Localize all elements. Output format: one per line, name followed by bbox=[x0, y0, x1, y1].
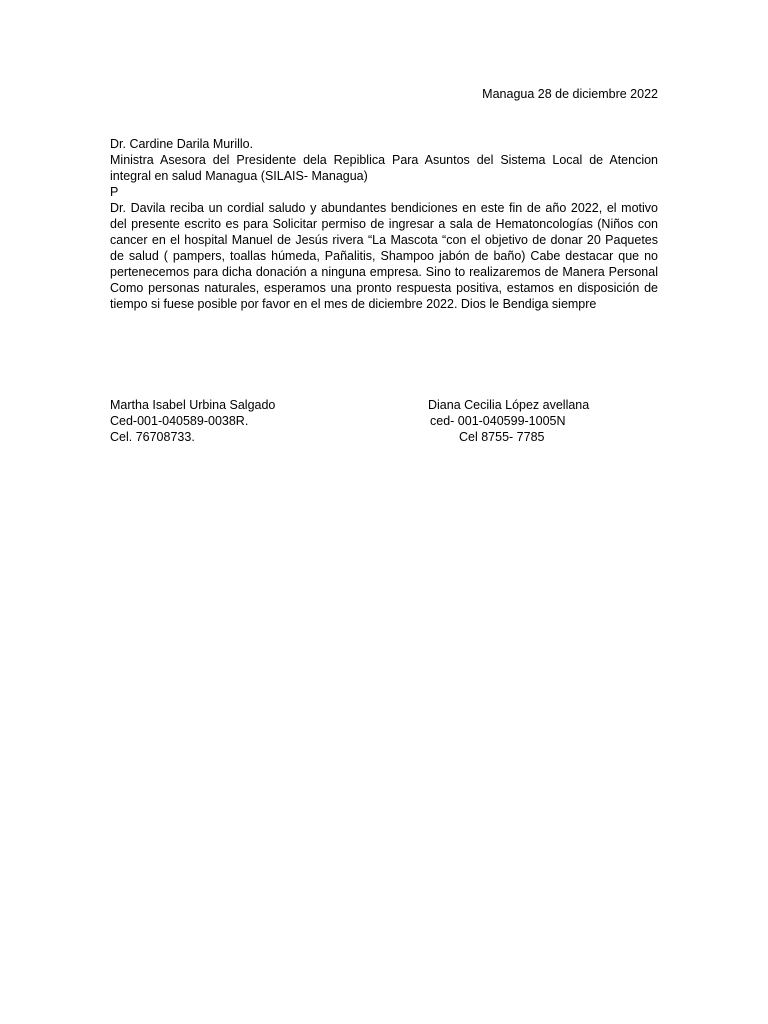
signer-name: Martha Isabel Urbina Salgado bbox=[110, 398, 276, 412]
signer-ced: Ced-001-040589-0038R. bbox=[110, 414, 249, 428]
recipient-name: Dr. Cardine Darila Murillo. bbox=[110, 137, 254, 151]
letter-paragraph: Dr. Davila reciba un cordial saludo y abundantes bendiciones en este fin de año 2022, el motivo del presente escrito es para Solicitar permiso de ingresar a sala de Hematoncologías (Niños con cancer en el hospital Manuel de Jesús rivera “La Mascota “con el objetivo de donar 20 Paquetes de salud ( pampers, toallas húmeda, Pañalitis, Shampoo jabón de baño) Cabe destacar que no pertenecemos para dicha donación a ninguna empresa. Sino to realizaremos de Manera Personal Como personas naturales, esperamos una pronto respuesta positiva, estamos en disposición de tiempo si fuese posible por favor en el mes de diciembre 2022. Dios le Bendiga siempre bbox=[110, 201, 658, 311]
signer-cel: Cel. 76708733. bbox=[110, 430, 195, 444]
letter-initial: P bbox=[110, 185, 119, 199]
signer-cel: Cel 8755- 7785 bbox=[459, 430, 545, 444]
signer-name: Diana Cecilia López avellana bbox=[428, 398, 590, 412]
signer-ced: ced- 001-040599-1005N bbox=[430, 414, 566, 428]
recipient-title: Ministra Asesora del Presidente dela Repiblica Para Asuntos del Sistema Local de Atencion integral en salud Managua (SILAIS- Managua) bbox=[110, 153, 658, 183]
signature-left bbox=[110, 397, 275, 445]
letter-body bbox=[110, 136, 658, 312]
letter-date: Managua 28 de diciembre 2022 bbox=[482, 87, 658, 101]
signature-right bbox=[428, 397, 589, 445]
